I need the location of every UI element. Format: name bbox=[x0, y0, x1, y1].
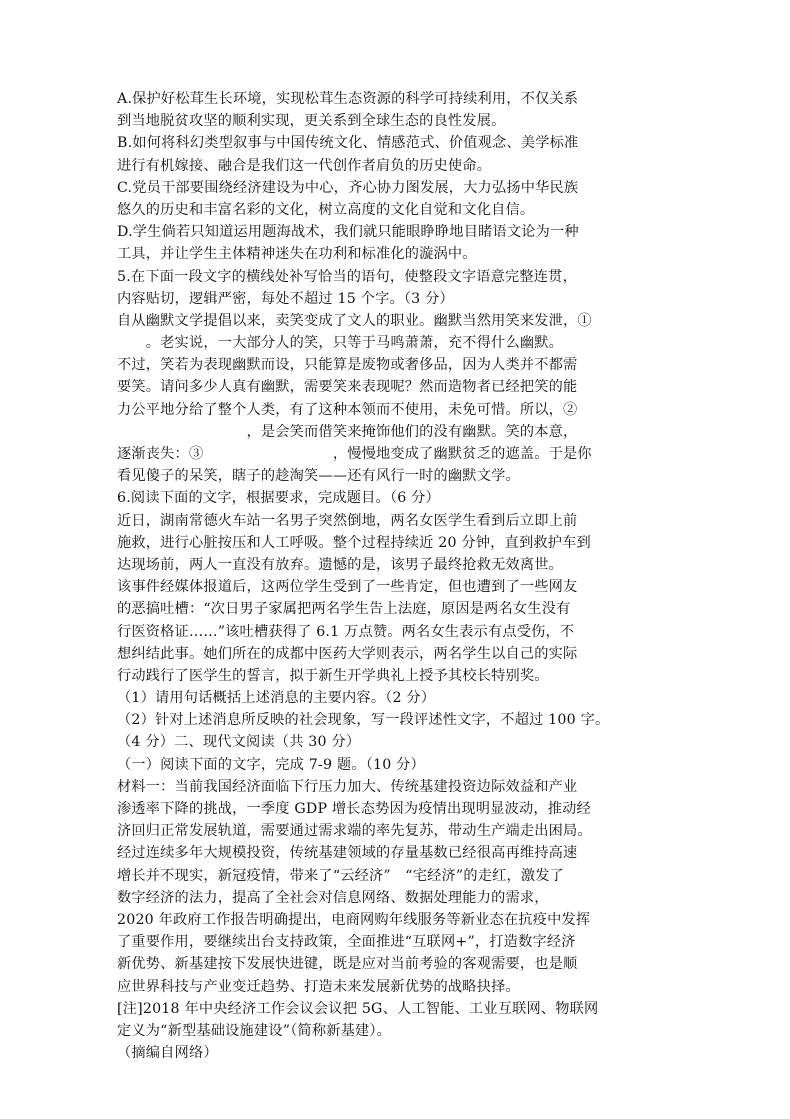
text-line: 增长并不现实，新冠疫情，带来了“云经济” “宅经济”的走红，激发了 bbox=[117, 867, 565, 884]
text-line: B.如何将科幻类型叙事与中国传统文化、情感范式、价值观念、美学标准 bbox=[117, 135, 579, 152]
text-line: 逐渐丧失：③ ，慢慢地变成了幽默贫乏的遮盖。于是你 bbox=[117, 446, 592, 462]
text-line: [注]2018 年中央经济工作会议会议把 5G、人工智能、工业互联网、物联网 bbox=[117, 1000, 599, 1017]
text-line: ，是会笑而借笑来掩饰他们的没有幽默。笑的本意， bbox=[117, 423, 578, 440]
text-line: 2020 年政府工作报告明确提出，电商网购年线服务等新业态在抗疫中发挥 bbox=[117, 911, 591, 928]
text-line: 悠久的历史和丰富名彩的文化，树立高度的文化自觉和文化自信。 bbox=[117, 201, 535, 218]
text-line: 6.阅读下面的文字，根据要求，完成题目。（6 分） bbox=[117, 490, 440, 507]
text-line: 济回归正常发展轨道，需要通过需求端的率先复苏，带动生产端走出困局。 bbox=[117, 823, 592, 840]
text-line: 5.在下面一段文字的横线处补写恰当的语句，使整段文字语意完整连贯， bbox=[117, 268, 577, 285]
text-line: （一）阅读下面的文字，完成 7-9 题。（10 分） bbox=[117, 756, 425, 773]
text-line: 定义为“新型基础设施建设”（简称新基建）。 bbox=[117, 1022, 392, 1039]
text-line: 施救，进行心脏按压和人工呼吸。整个过程持续近 20 分钟，直到救护车到 bbox=[117, 534, 591, 551]
text-line: 的恶搞吐槽：“次日男子家属把两名学生告上法庭，原因是两名女生没有 bbox=[117, 601, 571, 618]
text-line: 达现场前，两人一直没有放弃。遗憾的是，该男子最终抢救无效离世。 bbox=[117, 556, 564, 573]
text-line: （摘编自网络） bbox=[117, 1045, 218, 1062]
text-line: 力公平地分给了整个人类，有了这种本领而不使用，未免可惜。所以，② bbox=[117, 401, 578, 418]
text-line: 。老实说，一大部分人的笑，只等于马鸣萧萧，充不得什么幽默。 bbox=[117, 335, 564, 352]
text-line: 该事件经媒体报道后，这两位学生受到了一些肯定，但也遭到了一些网友 bbox=[117, 579, 578, 596]
text-line: D.学生倘若只知道运用题海战术，我们就只能眼睁睁地目睹语文论为一种 bbox=[117, 224, 579, 241]
text-line: 不过，笑若为表现幽默而设，只能算是废物或奢侈品，因为人类并不都需 bbox=[117, 357, 578, 374]
text-line: （2）针对上述消息所反映的社会现象，写一段评述性文字，不超过 100 字。 bbox=[117, 712, 610, 729]
text-line: 近日，湖南常德火车站一名男子突然倒地，两名女医学生看到后立即上前 bbox=[117, 512, 578, 529]
text-line: 数字经济的法力，提高了全社会对信息网络、数据处理能力的需求， bbox=[117, 889, 549, 906]
text-line: 看见傻子的呆笑，瞎子的趁淘笑——还有风行一时的幽默文学。 bbox=[117, 468, 520, 485]
text-line: （4 分）二、现代文阅读（共 30 分） bbox=[117, 734, 361, 751]
text-line: 想纠结此事。她们所在的成都中医药大学则表示，两名学生以自己的实际 bbox=[117, 645, 578, 662]
text-line: 工具，并让学生主体精神迷失在功利和标准化的漩涡中。 bbox=[117, 246, 477, 263]
text-line: 行动践行了医学生的誓言，拟于新生开学典礼上授予其校长特别奖。 bbox=[117, 667, 549, 684]
document-page bbox=[117, 88, 677, 1064]
text-line: 自从幽默文学提倡以来，卖笑变成了文人的职业。幽默当然用笑来发泄，① bbox=[117, 312, 592, 329]
text-line: （1）请用句话概括上述消息的主要内容。（2 分） bbox=[117, 690, 436, 707]
text-line: 应世界科技与产业变迁趋势、打造未来发展新优势的战略抉择。 bbox=[117, 978, 520, 995]
text-line: 要笑。请问多少人真有幽默，需要笑来表现呢？然而造物者已经把笑的能 bbox=[117, 379, 578, 396]
text-line: 行医资格证……”该吐槽获得了 6.1 万点赞。两名女生表示有点受伤，不 bbox=[117, 623, 575, 640]
text-line: 新优势、新基建按下发展快进键，既是应对当前考验的客观需要，也是顺 bbox=[117, 956, 578, 973]
text-line: A.保护好松茸生长环境，实现松茸生态资源的科学可持续利用，不仅关系 bbox=[117, 91, 579, 107]
text-line: 进行有机嫁接、融合是我们这一代创作者肩负的历史使命。 bbox=[117, 157, 492, 174]
text-line: 到当地脱贫攻坚的顺利实现，更关系到全球生态的良性发展。 bbox=[117, 113, 506, 130]
text-line: 经过连续多年大规模投资，传统基建领域的存量基数已经很高再维持高速 bbox=[117, 845, 578, 862]
text-line: 材料一：当前我国经济面临下行压力加大、传统基建投资边际效益和产业 bbox=[117, 778, 578, 795]
text-line: 了重要作用，要继续出台支持政策，全面推进“互联网+”，打造数字经济 bbox=[117, 934, 576, 951]
text-line: 渗透率下降的挑战，一季度 GDP 增长态势因为疫情出现明显波动，推动经 bbox=[117, 801, 591, 817]
text-line: 内容贴切，逻辑严密，每处不超过 15 个字。（3 分） bbox=[117, 290, 454, 307]
text-line: C.党员干部要围绕经济建设为中心，齐心协力图发展，大力弘扬中华民族 bbox=[117, 179, 579, 196]
